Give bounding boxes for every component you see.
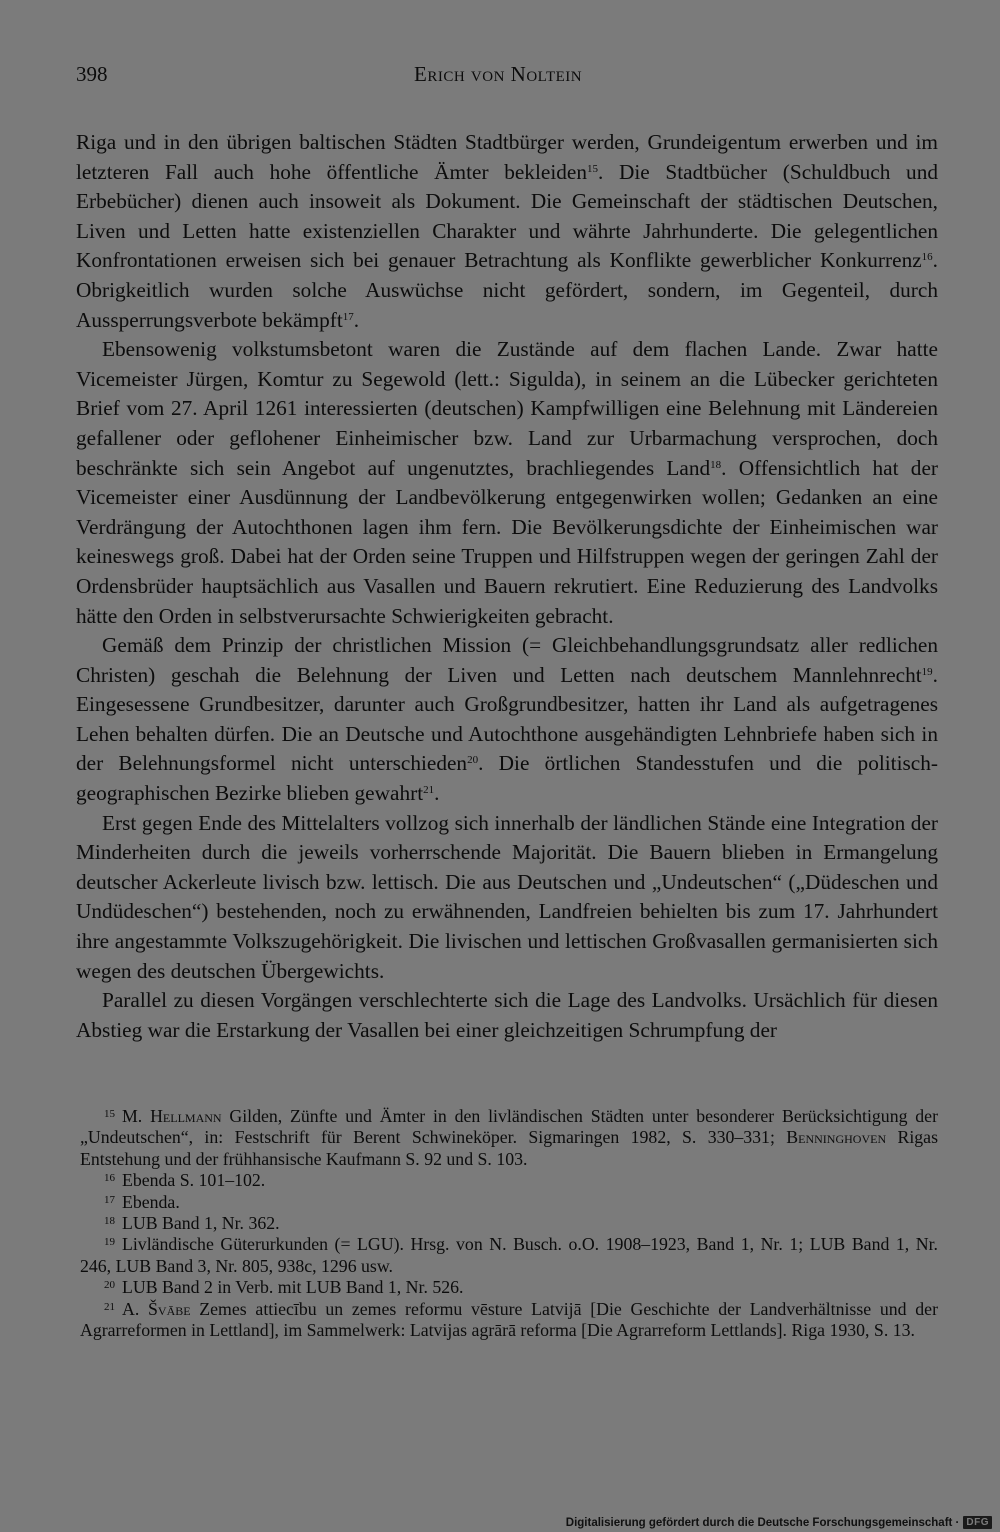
paragraph	[76, 986, 938, 1045]
text-run: . Die örtlichen Standesstufen und die politisch-geographischen Bezirke blieben gewahrt	[76, 751, 939, 806]
footnotes	[80, 1106, 938, 1341]
digitization-credit	[566, 1516, 992, 1529]
footnote-number: 19	[104, 1236, 115, 1249]
author-name: M. Hellmann	[122, 1106, 222, 1126]
footnote	[80, 1299, 938, 1342]
running-head: Erich von Noltein	[414, 62, 583, 86]
page-number: 398	[76, 62, 108, 86]
footnote-number: 17	[104, 1193, 115, 1206]
text-run: Erst gegen Ende des Mittelalters vollzog sich innerhalb der ländlichen Stände eine Integration der Minderheiten durch die jeweils vorherrschende Majorität. Die Bauern blieben in Ermangelung deutscher Ackerleute livisch bzw. lettisch. Die aus Deutschen und „Undeutschen“ („Düdeschen und Undüdeschen“) bestehenden, noch zu erwähnenden, Landfreien behielten bis zum 17. Jahrhundert ihre angestammte Volkszugehörigkeit. Die livischen und lettischen Großvasallen germanisierten sich wegen des deutschen Übergewichts.	[76, 810, 938, 983]
paragraph	[76, 128, 938, 335]
footnote-ref: 20	[467, 754, 479, 767]
footnote-number: 21	[104, 1300, 115, 1313]
footnote-number: 18	[104, 1215, 115, 1228]
footnote-text: Ebenda.	[122, 1191, 180, 1212]
footnote-ref: 15	[587, 162, 598, 175]
text-run: . Obrigkeitlich wurden solche Auswüchse nicht gefördert, sondern, im Gegenteil, durch Aussperrungsverbote bekämpft	[76, 248, 938, 332]
text-run: Gemäß dem Prinzip der christlichen Mission (= Gleichbehandlungsgrundsatz aller redlichen Christen) geschah die Belehnung der Liven und Letten nach deutschem Mannlehnrecht	[76, 633, 938, 687]
footnote-ref: 17	[342, 310, 354, 323]
dfg-logo: DFG	[963, 1516, 992, 1529]
text-run: Ebensowenig volkstumsbetont waren die Zustände auf dem flachen Lande. Zwar hatte Vicemeister Jürgen, Komtur zu Segewold (lett.: Sigulda), in seinem an die Lübecker gerichteten Brief vom 27. April 1261 interessierten (deutschen) Kampfwilligen eine Belehnung mit Ländereien gefallener oder geflohener Einheimischer bzw. Land zur Urbarmachung versprochen, doch beschränkte sich sein Angebot auf ungenutztes, brachliegendes Land	[76, 337, 938, 480]
footnote-ref: 16	[921, 251, 933, 264]
author-name: Benninghoven	[786, 1127, 887, 1148]
footnote-ref: 18	[710, 458, 722, 471]
paragraph	[76, 631, 938, 809]
text-run: . Eingesessene Grundbesitzer, darunter auch Großgrundbesitzer, hatten ihr Land als aufgetragenes Lehen behalten dürfen. Die an Deutsche und Autochthone ausgehändigten Lehnbriefe haben sich in der Belehnungsformel nicht unterschieden	[76, 662, 938, 776]
footnote	[80, 1234, 938, 1277]
footnote-number: 15	[104, 1108, 115, 1120]
text-run: .	[353, 307, 360, 332]
footnote-ref: 19	[921, 665, 933, 678]
footnote-text: Gilden, Zünfte und Ämter in den livländischen Städten unter besonderer Berücksichtigung der „Undeutschen“, in: Festschrift für Berent Schwineköper. Sigmaringen 1982, S. 330–331;	[80, 1106, 938, 1148]
footnote-text: Livländische Güterurkunden (= LGU). Hrsg. von N. Busch. o.O. 1908–1923, Band 1, Nr. 1; LUB Band 1, Nr. 246, LUB Band 3, Nr. 805, 938c, 1296 usw.	[80, 1234, 938, 1276]
footnote	[80, 1170, 938, 1191]
footnote	[80, 1192, 938, 1213]
text-run: Riga und in den übrigen baltischen Städten Stadtbürger werden, Grundeigentum erwerben und im letzteren Fall auch hohe öffentliche Ämter bekleiden	[76, 130, 938, 184]
footnote-number: 20	[104, 1279, 115, 1292]
text-run: .	[434, 781, 440, 806]
footnote-number: 16	[104, 1172, 115, 1185]
footnote	[80, 1106, 938, 1170]
text-run: Parallel zu diesen Vorgängen verschlechterte sich die Lage des Landvolks. Ursächlich für diesen Abstieg war die Erstarkung der Vasallen bei einer gleichzeitigen Schrumpfung der	[76, 988, 938, 1042]
text-run: . Offensichtlich hat der Vicemeister einer Ausdünnung der Landbevölkerung entgegenwirken wollen; Gedanken an eine Verdrängung der Autochthonen lagen ihm fern. Die Bevölkerungsdichte der Einheimischen war keineswegs groß. Dabei hat der Orden seine Truppen und Hilfstruppen wegen der geringen Zahl der Ordensbrüder hauptsächlich aus Vasallen und Bauern rekrutiert. Eine Reduzierung des Landvolks hätte den Orden in selbstverursachte Schwierigkeiten gebracht.	[76, 455, 938, 628]
footnote-text: LUB Band 1, Nr. 362.	[122, 1213, 280, 1234]
footnote-text: Rigas Entstehung und der frühhansische Kaufmann S. 92 und S. 103.	[80, 1127, 938, 1169]
paragraph	[76, 335, 938, 631]
footnote	[80, 1277, 938, 1298]
paragraph	[76, 809, 938, 987]
author-name: A. Švābe	[122, 1298, 191, 1319]
credit-text: Digitalisierung gefördert durch die Deutsche Forschungsgemeinschaft ·	[565, 1516, 960, 1529]
body-text	[76, 128, 938, 1045]
page-header	[76, 62, 936, 94]
footnote	[80, 1213, 938, 1234]
text-run: . Die Stadtbücher (Schuldbuch und Erbebücher) dienen auch insoweit als Dokument. Die Gemeinschaft der städtischen Deutschen, Liven und Letten hatte existenziellen Charakter und währte Jahrhunderte. Die gelegentlichen Konfrontationen erweisen sich bei genauer Betrachtung als Konflikte gewerblicher Konkurrenz	[76, 159, 938, 273]
footnote-ref: 21	[423, 784, 435, 797]
footnote-text: Zemes attiecību un zemes reformu vēsture Latvijā [Die Geschichte der Landverhältnisse und der Agrarreformen in Lettland], im Sammelwerk: Latvijas agrārā reforma [Die Agrarreform Lettlands]. Riga 1930, S. 13.	[80, 1298, 938, 1341]
footnote-text: Ebenda S. 101–102.	[122, 1170, 266, 1191]
footnote-text: LUB Band 2 in Verb. mit LUB Band 1, Nr. 526.	[122, 1277, 464, 1298]
